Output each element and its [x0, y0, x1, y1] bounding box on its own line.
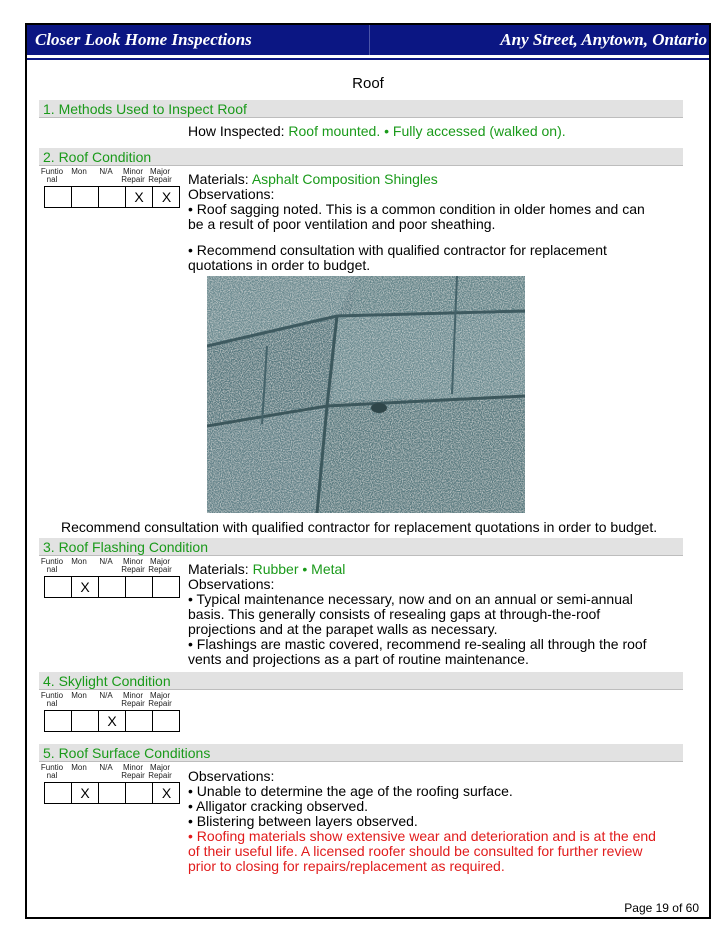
observation-line: • Recommend consultation with qualified contractor for replacement [188, 242, 607, 258]
observation-line: quotations in order to budget. [188, 257, 371, 273]
materials-label: Materials: [188, 171, 249, 187]
section-3-bar [39, 538, 683, 556]
header-rule [27, 58, 709, 60]
report-page [25, 23, 711, 919]
section-4-bar [39, 672, 683, 690]
header-divider [369, 25, 370, 55]
rating-cell-na: X [99, 711, 126, 731]
how-inspected-label: How Inspected: [188, 123, 285, 139]
rating-cell-na [99, 783, 126, 803]
page-number: Page 19 of 60 [624, 901, 699, 915]
label-na: N/A [99, 763, 113, 772]
rating-cell-mon: X [72, 577, 99, 597]
roof-materials [188, 172, 438, 187]
label-major-repair: Major Repair [148, 167, 172, 184]
observation-line: • Blistering between layers observed. [188, 813, 418, 829]
rating-cell-major: X [161, 785, 172, 801]
company-name: Closer Look Home Inspections [35, 30, 252, 49]
label-mon: Mon [71, 557, 87, 566]
rating-cell-minor [126, 577, 153, 597]
rating-labels [37, 558, 187, 578]
observations-label: Observations: [188, 186, 275, 202]
observation-line: • Alligator cracking observed. [188, 798, 368, 814]
rating-grid [44, 782, 180, 804]
report-header [27, 25, 709, 55]
roof-photo [207, 276, 525, 513]
section-2-title: 2. Roof Condition [43, 149, 152, 165]
warning-line: prior to closing for repairs/replacement as required. [188, 858, 505, 874]
how-inspected-value: Roof mounted. • Fully accessed (walked on). [288, 123, 566, 139]
label-na: N/A [99, 691, 113, 700]
observation-line: • Unable to determine the age of the roofing surface. [188, 783, 513, 799]
label-major-repair: Major Repair [148, 691, 172, 708]
section-3-title: 3. Roof Flashing Condition [43, 539, 208, 555]
label-minor-repair: Minor Repair [121, 167, 145, 184]
rating-grid [44, 186, 180, 208]
rating-cell-mon [72, 711, 99, 731]
label-minor-repair: Minor Repair [121, 557, 145, 574]
rating-grid [44, 710, 180, 732]
observation-line: basis. This generally consists of resealing gaps at through-the-roof [188, 606, 601, 622]
rating-labels [37, 692, 187, 712]
observations-label: Observations: [188, 576, 275, 592]
observation-line: • Flashings are mastic covered, recommend re-sealing all through the roof [188, 636, 647, 652]
label-mon: Mon [71, 763, 87, 772]
label-major-repair: Major Repair [148, 557, 172, 574]
observation-line: • Roof sagging noted. This is a common condition in older homes and can [188, 201, 645, 217]
rating-cell-functional [45, 187, 72, 207]
label-functional: Funtio nal [40, 763, 64, 780]
materials-value: Asphalt Composition Shingles [251, 171, 438, 187]
label-functional: Funtio nal [40, 557, 64, 574]
rating-cell-mon: X [72, 783, 99, 803]
property-address: Any Street, Anytown, Ontario [500, 30, 707, 49]
warning-line: • Roofing materials show extensive wear and deterioration and is at the end [188, 828, 656, 844]
materials-label: Materials: [188, 561, 249, 577]
label-mon: Mon [71, 167, 87, 176]
rating-labels [37, 168, 187, 188]
label-na: N/A [99, 557, 113, 566]
section-1-title: 1. Methods Used to Inspect Roof [43, 101, 247, 117]
section-4-title: 4. Skylight Condition [43, 673, 171, 689]
rating-cell-major: X [161, 189, 172, 205]
photo-caption: Recommend consultation with qualified contractor for replacement quotations in order to budget. [61, 519, 658, 535]
rating-grid [44, 576, 180, 598]
rating-cell-na [99, 187, 126, 207]
observation-line: be a result of poor ventilation and poor sheathing. [188, 216, 496, 232]
label-functional: Funtio nal [40, 167, 64, 184]
rating-cell-na [99, 577, 126, 597]
rating-cell-functional [45, 783, 72, 803]
label-functional: Funtio nal [40, 691, 64, 708]
observations-label: Observations: [188, 768, 275, 784]
label-major-repair: Major Repair [148, 763, 172, 780]
rating-cell-minor [126, 783, 153, 803]
rating-labels [37, 764, 187, 784]
observation-line: vents and projections as a part of routine maintenance. [188, 651, 529, 667]
section-1-bar [39, 100, 683, 118]
rating-cell-major [153, 711, 180, 731]
flashing-materials [188, 562, 345, 577]
materials-value: Rubber • Metal [252, 561, 346, 577]
warning-line: of their useful life. A licensed roofer should be consulted for further review [188, 843, 643, 859]
how-inspected [188, 124, 566, 139]
rating-cell-mon [72, 187, 99, 207]
rating-cell-minor [126, 711, 153, 731]
label-minor-repair: Minor Repair [121, 763, 145, 780]
roof-shingles-image [207, 276, 525, 513]
label-mon: Mon [71, 691, 87, 700]
rating-cell-minor: X [126, 187, 153, 207]
rating-cell-functional [45, 711, 72, 731]
observation-line: projections and at the parapet walls as necessary. [188, 621, 498, 637]
rating-cell-major [153, 577, 180, 597]
section-5-bar [39, 744, 683, 762]
observation-line: • Typical maintenance necessary, now and on an annual or semi-annual [188, 591, 633, 607]
section-2-bar [39, 148, 683, 166]
label-na: N/A [99, 167, 113, 176]
label-minor-repair: Minor Repair [121, 691, 145, 708]
section-title: Roof [352, 75, 384, 92]
section-5-title: 5. Roof Surface Conditions [43, 745, 211, 761]
rating-cell-functional [45, 577, 72, 597]
